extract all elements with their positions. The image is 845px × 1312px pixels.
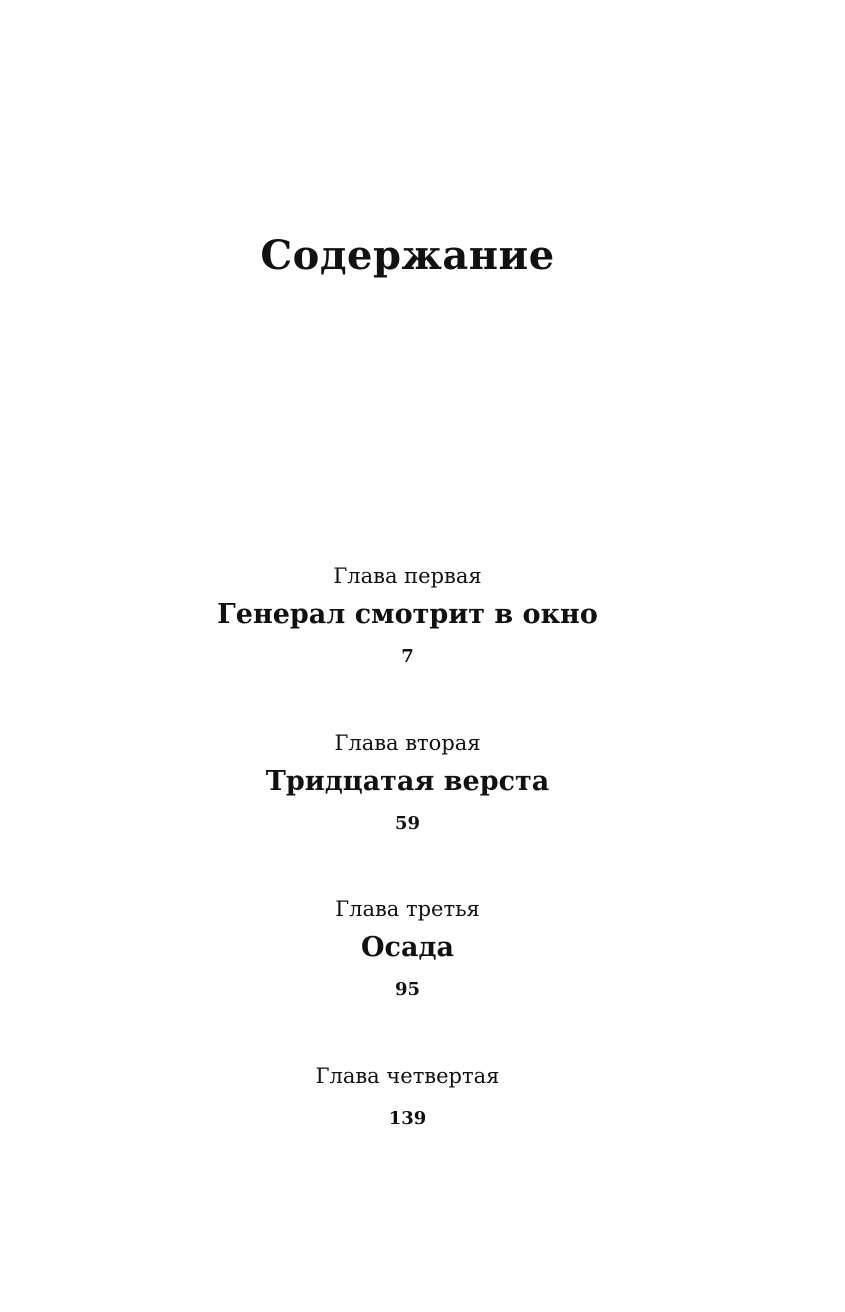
chapter-page-number: 59 — [394, 813, 421, 834]
toc-entry-2[interactable] — [0, 729, 815, 836]
chapter-page-number: 95 — [394, 979, 421, 1000]
chapter-label: Глава первая — [333, 564, 482, 588]
toc-entry-3[interactable] — [0, 895, 815, 1002]
chapter-title: Осада — [361, 932, 454, 963]
chapter-label: Глава вторая — [334, 731, 481, 755]
toc-entry-4[interactable] — [0, 1062, 815, 1131]
chapter-page-number: 139 — [388, 1108, 427, 1129]
chapter-title: Генерал смотрит в окно — [217, 599, 598, 630]
toc-heading: Содержание — [260, 232, 555, 279]
toc-entry-1[interactable] — [0, 562, 815, 669]
chapter-label: Глава четвертая — [315, 1064, 500, 1088]
chapter-title: Тридцатая верста — [265, 766, 550, 797]
chapter-page-number: 7 — [401, 646, 414, 667]
chapter-label: Глава третья — [335, 897, 480, 921]
